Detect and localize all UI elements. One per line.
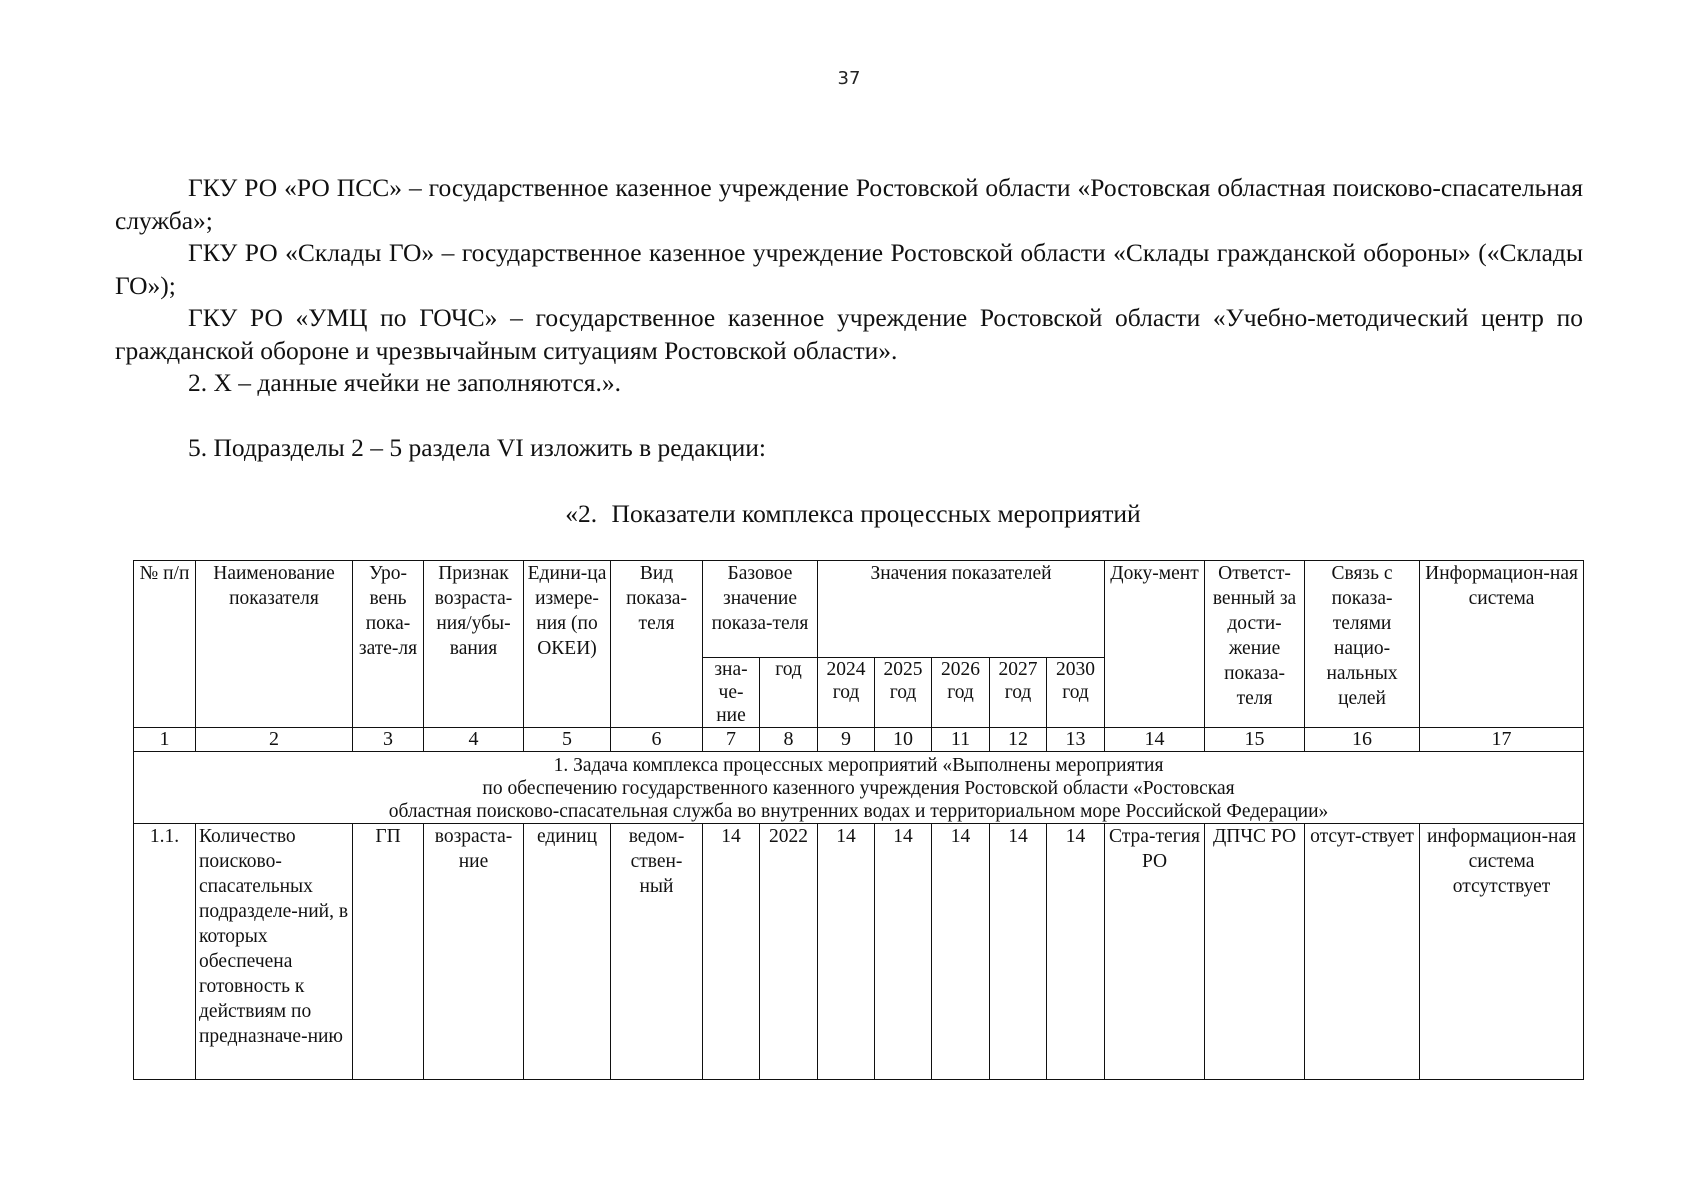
column-number: 1: [134, 728, 196, 752]
row-value-2030: 14: [1047, 824, 1105, 1080]
paragraph-gap: [115, 400, 1583, 432]
header-base-value: зна-че-ние: [703, 658, 760, 728]
row-num: 1.1.: [134, 824, 196, 1080]
column-number: 8: [760, 728, 818, 752]
header-type: Вид показа-теля: [611, 561, 703, 728]
header-year-2026: 2026 год: [932, 658, 990, 728]
body-text: [115, 172, 1583, 464]
header-trend: Признак возраста-ния/убы-вания: [424, 561, 524, 728]
row-type: ведом-ствен-ный: [611, 824, 703, 1080]
paragraph-sklady-go-definition: ГКУ РО «Склады ГО» – государственное казенное учреждение Ростовской области «Склады гражданской обороны» («Склады ГО»);: [115, 238, 1583, 300]
header-unit: Едини-ца измере-ния (по ОКЕИ): [524, 561, 611, 728]
section-heading-line: 1. Задача комплекса процессных мероприятий «Выполнены мероприятия: [553, 755, 1164, 776]
column-number: 14: [1105, 728, 1205, 752]
header-values: Значения показателей: [818, 561, 1105, 658]
column-number: 2: [196, 728, 353, 752]
paragraph-note-x: 2. Х – данные ячейки не заполняются.».: [188, 368, 622, 397]
table-title: [0, 498, 1698, 530]
row-value-2025: 14: [875, 824, 932, 1080]
row-document: Стра-тегия РО: [1105, 824, 1205, 1080]
column-number: 7: [703, 728, 760, 752]
column-number: 16: [1305, 728, 1420, 752]
row-base-value: 14: [703, 824, 760, 1080]
column-number: 10: [875, 728, 932, 752]
section-heading: [134, 752, 1584, 824]
row-value-2024: 14: [818, 824, 875, 1080]
section-heading-line: по обеспечению государственного казенного учреждения Ростовской области «Ростовская: [482, 778, 1235, 799]
row-level: ГП: [353, 824, 424, 1080]
table-title-prefix: «2.: [565, 499, 598, 528]
row-base-year: 2022: [760, 824, 818, 1080]
section-heading-line: областная поисково-спасательная служба во внутренних водах и территориальном море Российской Федерации»: [388, 801, 1329, 822]
header-row-main: [134, 561, 1584, 658]
row-unit: единиц: [524, 824, 611, 1080]
header-year-2027: 2027 год: [990, 658, 1047, 728]
header-year-2030: 2030 год: [1047, 658, 1105, 728]
section-heading-row: [134, 752, 1584, 824]
row-responsible: ДПЧС РО: [1205, 824, 1305, 1080]
header-num: № п/п: [134, 561, 196, 728]
row-trend: возраста-ние: [424, 824, 524, 1080]
column-number: 17: [1420, 728, 1584, 752]
header-year-2025: 2025 год: [875, 658, 932, 728]
row-value-2026: 14: [932, 824, 990, 1080]
paragraph-amendment: 5. Подразделы 2 – 5 раздела VI изложить в редакции:: [188, 432, 766, 462]
column-number-row: [134, 728, 1584, 752]
header-base: Базовое значение показа-теля: [703, 561, 818, 658]
column-number: 12: [990, 728, 1047, 752]
header-name: Наименование показателя: [196, 561, 353, 728]
table-title-text: Показатели комплекса процессных мероприятий: [611, 499, 1141, 528]
column-number: 4: [424, 728, 524, 752]
paragraph-rops-definition: ГКУ РО «РО ПСС» – государственное казенное учреждение Ростовской области «Ростовская областная поисково-спасательная служба»;: [115, 173, 1583, 235]
header-info-system: Информацион-ная система: [1420, 561, 1584, 728]
indicators-table: [133, 560, 1584, 1080]
paragraph-umc-gochs-definition: ГКУ РО «УМЦ по ГОЧС» – государственное казенное учреждение Ростовской области «Учебно-методический центр по гражданской обороне и чрезвычайным ситуациям Ростовской области».: [115, 303, 1583, 365]
column-number: 3: [353, 728, 424, 752]
header-link: Связь с показа-телями нацио-нальных целей: [1305, 561, 1420, 728]
column-number: 6: [611, 728, 703, 752]
column-number: 11: [932, 728, 990, 752]
header-responsible: Ответст-венный за дости-жение показа-теля: [1205, 561, 1305, 728]
column-number: 5: [524, 728, 611, 752]
header-level: Уро-вень пока-зате-ля: [353, 561, 424, 728]
header-document: Доку-мент: [1105, 561, 1205, 728]
table-row: [134, 824, 1584, 1080]
column-number: 13: [1047, 728, 1105, 752]
row-indicator-name: Количество поисково-спасательных подразделе-ний, в которых обеспечена готовность к действиям по предназначе-нию: [196, 824, 353, 1080]
row-link: отсут-ствует: [1305, 824, 1420, 1080]
row-value-2027: 14: [990, 824, 1047, 1080]
column-number: 15: [1205, 728, 1305, 752]
row-info-system: информацион-ная система отсутствует: [1420, 824, 1584, 1080]
column-number: 9: [818, 728, 875, 752]
page-number: 37: [837, 68, 861, 89]
header-base-year: год: [760, 658, 818, 728]
header-year-2024: 2024 год: [818, 658, 875, 728]
